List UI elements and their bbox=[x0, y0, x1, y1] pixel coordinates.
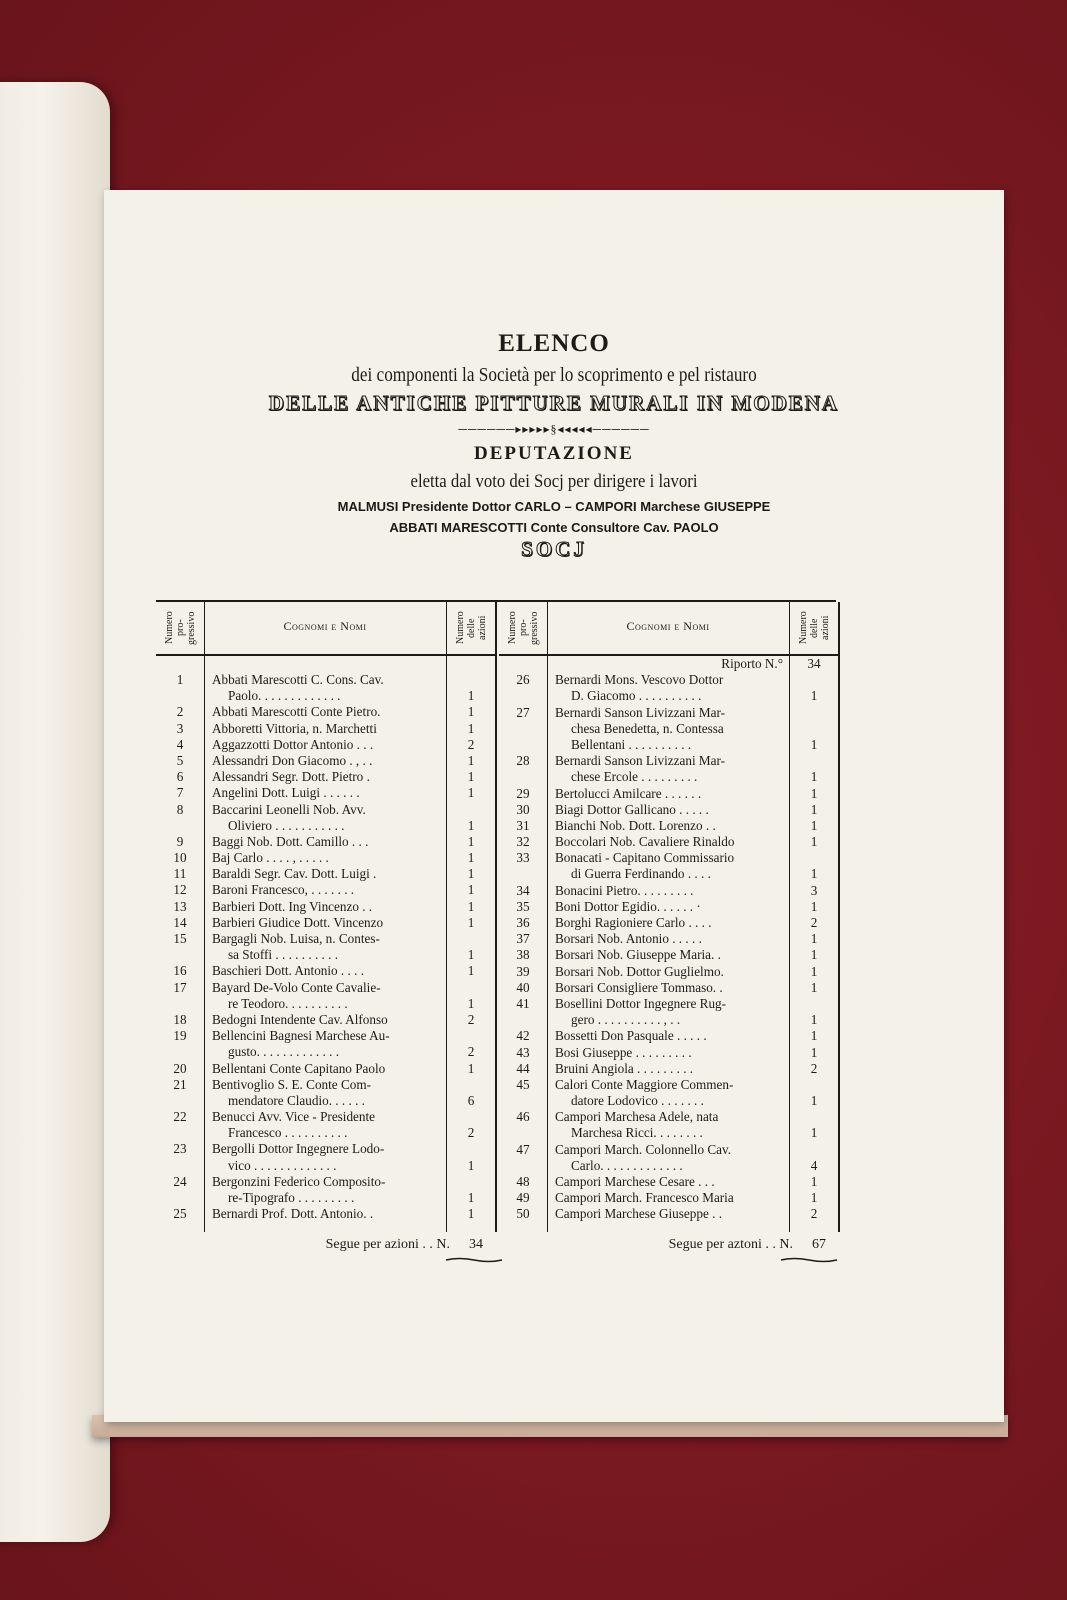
table-row bbox=[499, 1142, 839, 1158]
table-row bbox=[156, 688, 496, 704]
column-rule bbox=[446, 602, 447, 1232]
row-azioni: 1 bbox=[467, 688, 475, 704]
row-name: Borsari Nob. Giuseppe Maria. . bbox=[555, 947, 721, 963]
row-name: Baroni Francesco, . . . . . . . bbox=[212, 882, 355, 898]
row-name: gusto. . . . . . . . . . . . . bbox=[228, 1044, 339, 1060]
row-name: Paolo. . . . . . . . . . . . . bbox=[228, 688, 341, 704]
page-subtitle: dei componenti la Società per lo scoprimento e pel ristauro bbox=[351, 364, 757, 386]
row-name: Bianchi Nob. Dott. Lorenzo . . bbox=[555, 817, 716, 833]
table-row bbox=[156, 899, 496, 915]
row-azioni: 1 bbox=[810, 979, 818, 995]
row-azioni: 1 bbox=[467, 769, 475, 785]
table-row bbox=[156, 802, 496, 818]
row-azioni: 1 bbox=[467, 704, 475, 720]
row-number: 38 bbox=[516, 947, 530, 963]
row-name: Bergolli Dottor Ingegnere Lodo- bbox=[212, 1141, 385, 1157]
row-number: 45 bbox=[516, 1076, 530, 1092]
col-header-nomi: Cognomi e Nomi bbox=[626, 619, 710, 633]
table-row bbox=[156, 818, 496, 834]
table-row bbox=[499, 1093, 839, 1109]
table-row bbox=[156, 1174, 496, 1190]
row-name: Bernardi Mons. Vescovo Dottor bbox=[555, 672, 724, 688]
table-row bbox=[499, 1061, 839, 1077]
table-row bbox=[499, 947, 839, 963]
table-row bbox=[499, 866, 839, 882]
document-page bbox=[104, 190, 1004, 1422]
table-row bbox=[156, 672, 496, 688]
left-facing-page bbox=[0, 82, 110, 1542]
row-azioni: 6 bbox=[467, 1092, 475, 1108]
row-number: 33 bbox=[516, 850, 530, 866]
column-rule bbox=[838, 602, 840, 1232]
table-row bbox=[156, 1012, 496, 1028]
table-row bbox=[156, 753, 496, 769]
row-name: Campori Marchesa Adele, nata bbox=[555, 1109, 719, 1125]
table-row bbox=[499, 1012, 839, 1028]
row-number: 6 bbox=[176, 769, 184, 785]
row-number: 49 bbox=[516, 1190, 530, 1206]
table-row bbox=[499, 1125, 839, 1141]
row-azioni: 1 bbox=[810, 801, 818, 817]
row-name: Campori March. Francesco Maria bbox=[555, 1190, 734, 1206]
row-number: 29 bbox=[516, 785, 530, 801]
table-row bbox=[499, 899, 839, 915]
riporto-label: Riporto N.° bbox=[721, 656, 783, 671]
column-rule bbox=[204, 602, 205, 1232]
table-footer bbox=[156, 1237, 496, 1253]
row-number: 13 bbox=[173, 898, 187, 914]
row-number: 25 bbox=[173, 1206, 187, 1222]
table-row bbox=[156, 1158, 496, 1174]
row-name: Alessandri Don Giacomo . , . . bbox=[212, 752, 373, 768]
row-name: Bayard De-Volo Conte Cavalie- bbox=[212, 979, 381, 995]
row-number: 47 bbox=[516, 1141, 530, 1157]
section-heading-deputazione: DEPUTAZIONE bbox=[474, 443, 634, 464]
flourish-ornament bbox=[444, 1257, 504, 1263]
table-row bbox=[499, 1206, 839, 1222]
col-header-azioni: Numero delle azioni bbox=[797, 611, 831, 645]
row-azioni: 3 bbox=[810, 882, 818, 898]
table-row bbox=[499, 931, 839, 947]
row-name: Bernardi Sanson Livizzani Mar- bbox=[555, 704, 726, 720]
row-name: vico . . . . . . . . . . . . . bbox=[228, 1157, 337, 1173]
table-row bbox=[499, 1190, 839, 1206]
row-number: 27 bbox=[516, 704, 530, 720]
row-name: Alessandri Segr. Dott. Pietro . bbox=[212, 769, 370, 785]
table-row bbox=[499, 850, 839, 866]
table-header bbox=[499, 602, 839, 656]
row-azioni: 1 bbox=[810, 898, 818, 914]
row-name: sa Stoffi . . . . . . . . . . bbox=[228, 947, 339, 963]
table-row bbox=[499, 964, 839, 980]
row-number: 44 bbox=[516, 1060, 530, 1076]
column-rule bbox=[495, 602, 497, 1232]
table-row bbox=[156, 704, 496, 720]
table-row bbox=[156, 850, 496, 866]
row-azioni: 2 bbox=[467, 1044, 475, 1060]
row-name: Bellentani . . . . . . . . . . bbox=[571, 736, 692, 752]
officers-line-1: MALMUSI Presidente Dottor CARLO – CAMPORI Marchese GIUSEPPE bbox=[337, 499, 771, 514]
table-row bbox=[156, 1061, 496, 1077]
row-azioni: 1 bbox=[810, 931, 818, 947]
row-azioni: 1 bbox=[467, 1206, 475, 1222]
row-azioni: 4 bbox=[810, 1157, 818, 1173]
table-row bbox=[499, 705, 839, 721]
row-name: Bentivoglio S. E. Conte Com- bbox=[212, 1076, 371, 1092]
table-row bbox=[156, 1028, 496, 1044]
footer-label: Segue per azioni . . N. bbox=[325, 1237, 450, 1252]
row-name: Campori March. Colonnello Cav. bbox=[555, 1141, 732, 1157]
page-subtitle-decorative: DELLE ANTICHE PITTURE MURALI IN MODENA bbox=[268, 391, 840, 415]
table-row bbox=[156, 1044, 496, 1060]
row-name: Baccarini Leonelli Nob. Avv. bbox=[212, 801, 366, 817]
row-number: 24 bbox=[173, 1173, 187, 1189]
row-name: Baraldi Segr. Cav. Dott. Luigi . bbox=[212, 866, 377, 882]
row-azioni: 1 bbox=[467, 752, 475, 768]
row-number: 18 bbox=[173, 1011, 187, 1027]
table-row bbox=[156, 963, 496, 979]
row-name: Campori Marchese Cesare . . . bbox=[555, 1174, 715, 1189]
page-title: ELENCO bbox=[498, 330, 610, 357]
row-name: Bellencini Bagnesi Marchese Au- bbox=[212, 1028, 390, 1044]
table-right-half bbox=[499, 602, 839, 1252]
row-name: Bargagli Nob. Luisa, n. Contes- bbox=[212, 931, 380, 946]
table-row bbox=[499, 980, 839, 996]
col-header-numero: Numero pro- gressivo bbox=[506, 611, 540, 645]
row-azioni: 1 bbox=[810, 1190, 818, 1206]
row-azioni: 1 bbox=[467, 914, 475, 930]
row-number: 40 bbox=[516, 979, 530, 995]
row-name: Bruini Angiola . . . . . . . . . bbox=[555, 1060, 694, 1076]
row-name: Francesco . . . . . . . . . . bbox=[228, 1125, 348, 1141]
row-name: Bergonzini Federico Composito- bbox=[212, 1173, 386, 1189]
row-azioni: 1 bbox=[810, 947, 818, 963]
col-header-nomi: Cognomi e Nomi bbox=[283, 619, 367, 633]
row-azioni: 1 bbox=[467, 1157, 475, 1173]
table-row bbox=[156, 931, 496, 947]
row-number: 20 bbox=[173, 1060, 187, 1076]
footer-total: 67 bbox=[812, 1237, 826, 1252]
table-row bbox=[499, 769, 839, 785]
table-row bbox=[156, 1125, 496, 1141]
row-number: 3 bbox=[176, 720, 184, 736]
table-row bbox=[156, 785, 496, 801]
row-number: 16 bbox=[173, 963, 187, 979]
deputazione-description: eletta dal voto dei Socj per dirigere i lavori bbox=[410, 471, 698, 492]
row-number: 37 bbox=[516, 931, 530, 947]
row-azioni: 1 bbox=[810, 963, 818, 979]
row-azioni: 1 bbox=[467, 866, 475, 882]
table-row bbox=[156, 996, 496, 1012]
table-row bbox=[156, 1206, 496, 1222]
row-azioni: 1 bbox=[467, 947, 475, 963]
table-row bbox=[156, 1141, 496, 1157]
row-name: Borsari Consigliere Tommaso. . bbox=[555, 979, 723, 995]
table-row bbox=[156, 1077, 496, 1093]
row-name: Boni Dottor Egidio. . . . . . · bbox=[555, 898, 701, 914]
table-row bbox=[499, 737, 839, 753]
row-name: chesa Benedetta, n. Contessa bbox=[571, 720, 724, 736]
row-azioni: 2 bbox=[810, 1060, 818, 1076]
row-name: Boccolari Nob. Cavaliere Rinaldo bbox=[555, 834, 735, 850]
flourish-ornament bbox=[779, 1257, 839, 1263]
row-number: 28 bbox=[516, 753, 530, 769]
row-number: 19 bbox=[173, 1028, 187, 1044]
riporto-row bbox=[499, 656, 839, 672]
row-name: Abbati Marescotti Conte Pietro. bbox=[212, 704, 381, 720]
row-azioni: 1 bbox=[810, 1174, 818, 1189]
row-azioni: 1 bbox=[467, 963, 475, 979]
row-number: 8 bbox=[176, 801, 184, 817]
row-name: Bosellini Dottor Ingegnere Rug- bbox=[555, 995, 727, 1011]
page-header bbox=[104, 320, 1004, 562]
table-row bbox=[499, 1028, 839, 1044]
table-row bbox=[499, 883, 839, 899]
table-row bbox=[499, 996, 839, 1012]
row-name: Borsari Nob. Antonio . . . . . bbox=[555, 931, 702, 947]
row-number: 15 bbox=[173, 931, 187, 946]
row-number: 12 bbox=[173, 882, 187, 898]
row-number: 41 bbox=[516, 995, 530, 1011]
row-name: re-Tipografo . . . . . . . . . bbox=[228, 1190, 355, 1205]
table-rows bbox=[156, 656, 496, 1222]
row-azioni: 1 bbox=[467, 850, 475, 866]
row-name: D. Giacomo . . . . . . . . . . bbox=[571, 688, 702, 704]
row-name: Calori Conte Maggiore Commen- bbox=[555, 1076, 734, 1092]
table-row bbox=[156, 834, 496, 850]
row-number: 30 bbox=[516, 801, 530, 817]
column-rule bbox=[789, 602, 790, 1232]
row-name: Benucci Avv. Vice - Presidente bbox=[212, 1109, 376, 1125]
row-number: 22 bbox=[173, 1109, 187, 1125]
table-row bbox=[156, 915, 496, 931]
row-number: 17 bbox=[173, 979, 187, 995]
table-row bbox=[156, 1109, 496, 1125]
table-row bbox=[156, 1093, 496, 1109]
row-number: 21 bbox=[173, 1076, 187, 1092]
row-number: 4 bbox=[176, 736, 184, 752]
table-row bbox=[499, 1158, 839, 1174]
table-row bbox=[156, 866, 496, 882]
riporto-value: 34 bbox=[807, 656, 821, 671]
table-row bbox=[499, 818, 839, 834]
row-azioni: 1 bbox=[810, 834, 818, 850]
column-rule bbox=[547, 602, 548, 1232]
row-name: Baggi Nob. Dott. Camillo . . . bbox=[212, 833, 369, 849]
table-row bbox=[156, 1190, 496, 1206]
row-name: Angelini Dott. Luigi . . . . . . bbox=[212, 785, 360, 801]
row-number: 11 bbox=[173, 866, 187, 882]
row-azioni: 1 bbox=[467, 882, 475, 898]
row-name: Borghi Ragioniere Carlo . . . . bbox=[555, 915, 712, 930]
row-name: Baj Carlo . . . . , . . . . . bbox=[212, 850, 329, 866]
row-name: Aggazzotti Dottor Antonio . . . bbox=[212, 736, 374, 752]
row-name: Bossetti Don Pasquale . . . . . bbox=[555, 1028, 707, 1044]
row-name: re Teodoro. . . . . . . . . . bbox=[228, 995, 348, 1011]
table-row bbox=[499, 786, 839, 802]
footer-total: 34 bbox=[469, 1237, 483, 1252]
row-number: 39 bbox=[516, 963, 530, 979]
row-azioni: 1 bbox=[810, 785, 818, 801]
row-azioni: 2 bbox=[810, 915, 818, 930]
table-row bbox=[499, 834, 839, 850]
row-name: Abboretti Vittoria, n. Marchetti bbox=[212, 720, 377, 736]
table-row bbox=[499, 1109, 839, 1125]
table-row bbox=[499, 672, 839, 688]
row-azioni: 1 bbox=[810, 688, 818, 704]
row-azioni: 1 bbox=[467, 720, 475, 736]
members-table bbox=[156, 600, 836, 1252]
row-name: Bonacini Pietro. . . . . . . . . bbox=[555, 882, 694, 898]
row-name: Baschieri Dott. Antonio . . . . bbox=[212, 963, 365, 979]
row-number: 32 bbox=[516, 834, 530, 850]
table-row bbox=[499, 1077, 839, 1093]
row-number: 43 bbox=[516, 1044, 530, 1060]
section-heading-socj: SOCJ bbox=[521, 537, 587, 561]
row-azioni: 1 bbox=[810, 1125, 818, 1141]
table-footer bbox=[499, 1237, 839, 1253]
row-azioni: 1 bbox=[810, 1093, 818, 1109]
row-azioni: 1 bbox=[810, 1044, 818, 1060]
row-name: Abbati Marescotti C. Cons. Cav. bbox=[212, 672, 384, 687]
col-header-numero: Numero pro- gressivo bbox=[163, 611, 197, 645]
row-azioni: 2 bbox=[810, 1206, 818, 1222]
row-azioni: 2 bbox=[467, 1125, 475, 1141]
row-azioni: 1 bbox=[467, 1190, 475, 1205]
table-row bbox=[499, 688, 839, 704]
table-row bbox=[499, 1045, 839, 1061]
row-azioni: 1 bbox=[810, 866, 818, 882]
row-name: Marchesa Ricci. . . . . . . . bbox=[571, 1125, 703, 1141]
row-azioni: 1 bbox=[467, 785, 475, 801]
row-name: Bosi Giuseppe . . . . . . . . . bbox=[555, 1044, 692, 1060]
row-azioni: 1 bbox=[810, 1028, 818, 1044]
officers-line-2: ABBATI MARESCOTTI Conte Consultore Cav. PAOLO bbox=[389, 520, 719, 535]
row-name: Bernardi Sanson Livizzani Mar- bbox=[555, 753, 726, 769]
row-azioni: 1 bbox=[810, 736, 818, 752]
table-left-half bbox=[156, 602, 496, 1252]
row-name: Biagi Dottor Gallicano . . . . . bbox=[555, 801, 709, 817]
row-number: 7 bbox=[176, 785, 184, 801]
row-azioni: 1 bbox=[467, 817, 475, 833]
row-azioni: 1 bbox=[467, 898, 475, 914]
row-number: 35 bbox=[516, 898, 530, 914]
row-name: Borsari Nob. Dottor Guglielmo. bbox=[555, 963, 724, 979]
row-number: 2 bbox=[176, 704, 184, 720]
row-name: mendatore Claudio. . . . . . bbox=[228, 1092, 365, 1108]
row-name: Carlo. . . . . . . . . . . . . bbox=[571, 1157, 683, 1173]
table-row bbox=[499, 721, 839, 737]
footer-label: Segue per aztoni . . N. bbox=[668, 1237, 793, 1252]
table-row bbox=[499, 753, 839, 769]
row-number: 34 bbox=[516, 882, 530, 898]
row-name: Bedogni Intendente Cav. Alfonso bbox=[212, 1011, 388, 1027]
table-row bbox=[156, 882, 496, 898]
row-name: Barbieri Dott. Ing Vincenzo . . bbox=[212, 898, 373, 914]
row-azioni: 1 bbox=[467, 1060, 475, 1076]
row-azioni: 1 bbox=[810, 817, 818, 833]
table-row bbox=[156, 737, 496, 753]
row-name: chese Ercole . . . . . . . . . bbox=[571, 769, 698, 785]
row-number: 5 bbox=[176, 752, 184, 768]
row-name: Bernardi Prof. Dott. Antonio. . bbox=[212, 1206, 374, 1222]
row-number: 50 bbox=[516, 1206, 530, 1222]
row-name: datore Lodovico . . . . . . . bbox=[571, 1093, 704, 1109]
table-row bbox=[156, 721, 496, 737]
row-number: 46 bbox=[516, 1109, 530, 1125]
table-row bbox=[499, 915, 839, 931]
row-name: Bonacati - Capitano Commissario bbox=[555, 850, 735, 866]
table-row bbox=[499, 802, 839, 818]
col-header-azioni: Numero delle azioni bbox=[454, 611, 488, 645]
row-name: Bertolucci Amilcare . . . . . . bbox=[555, 785, 702, 801]
table-header bbox=[156, 602, 496, 656]
row-number: 42 bbox=[516, 1028, 530, 1044]
row-name: gero . . . . . . . . . . , . . bbox=[571, 1012, 681, 1028]
row-name: Campori Marchese Giuseppe . . bbox=[555, 1206, 722, 1222]
row-azioni: 1 bbox=[467, 833, 475, 849]
row-number: 9 bbox=[176, 833, 184, 849]
row-number: 36 bbox=[516, 915, 530, 930]
row-azioni: 1 bbox=[810, 1012, 818, 1028]
table-rows bbox=[499, 656, 839, 1223]
row-name: di Guerra Ferdinando . . . . bbox=[571, 866, 711, 882]
row-azioni: 2 bbox=[467, 736, 475, 752]
row-number: 26 bbox=[516, 672, 530, 688]
row-number: 14 bbox=[173, 914, 187, 930]
row-number: 31 bbox=[516, 817, 530, 833]
ornamental-divider: ──────▸▸▸▸▸§◂◂◂◂◂────── bbox=[458, 422, 650, 436]
row-azioni: 2 bbox=[467, 1011, 475, 1027]
row-azioni: 1 bbox=[810, 769, 818, 785]
table-row bbox=[499, 1174, 839, 1190]
table-row bbox=[156, 947, 496, 963]
row-number: 48 bbox=[516, 1174, 530, 1189]
table-row bbox=[156, 980, 496, 996]
row-number: 10 bbox=[173, 850, 187, 866]
table-row bbox=[156, 769, 496, 785]
row-azioni: 1 bbox=[467, 995, 475, 1011]
row-name: Oliviero . . . . . . . . . . . bbox=[228, 817, 345, 833]
row-number: 1 bbox=[176, 672, 184, 687]
row-name: Barbieri Giudice Dott. Vincenzo bbox=[212, 914, 384, 930]
row-name: Bellentani Conte Capitano Paolo bbox=[212, 1060, 386, 1076]
row-number: 23 bbox=[173, 1141, 187, 1157]
